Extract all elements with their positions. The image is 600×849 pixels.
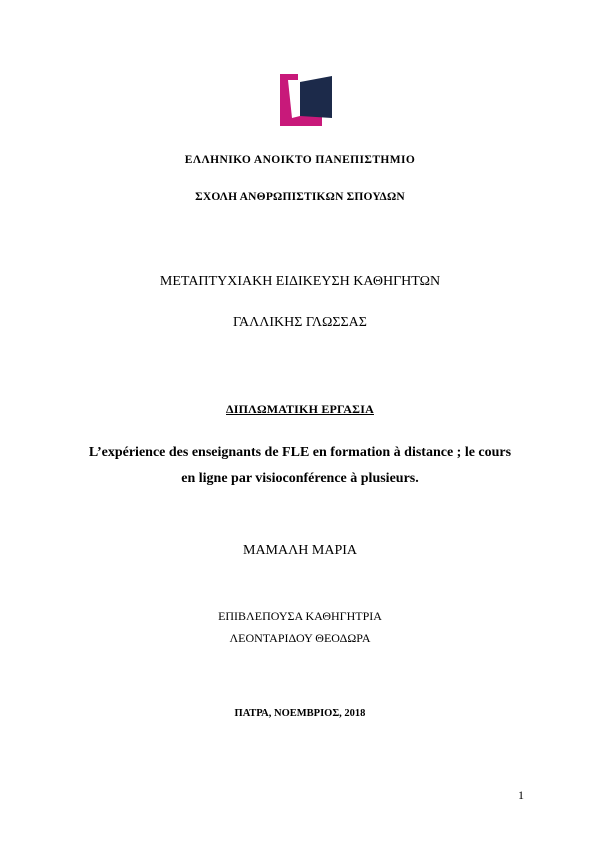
page-number: 1 (518, 788, 524, 802)
university-name: ΕΛΛΗΝΙΚΟ ΑΝΟΙΚΤΟ ΠΑΝΕΠΙΣΤΗΜΙΟ (184, 154, 416, 166)
university-logo-icon (278, 72, 334, 128)
author-name: ΜΑΜΑΛΗ ΜΑΡΙΑ (243, 543, 357, 558)
supervisor-name: ΛΕΟΝΤΑΡΙΔΟΥ ΘΕΟΔΩΡΑ (229, 631, 371, 645)
program-title-line-2: ΓΑΛΛΙΚΗΣ ΓΛΩΣΣΑΣ (233, 315, 367, 330)
school-name: ΣΧΟΛΗ ΑΝΘΡΩΠΙΣΤΙΚΩΝ ΣΠΟΥΔΩΝ (195, 191, 405, 203)
supervisor-role: ΕΠΙΒΛΕΠΟΥΣΑ ΚΑΘΗΓΗΤΡΙΑ (218, 609, 382, 623)
thesis-type-label: ΔΙΠΛΩΜΑΤΙΚΗ ΕΡΓΑΣΙΑ (226, 402, 374, 416)
thesis-title-line-2: en ligne par visioconférence à plusieurs. (181, 471, 419, 486)
thesis-title-line-1: L’expérience des enseignants de FLE en formation à distance ; le cours (88, 445, 512, 460)
place-and-date: ΠΑΤΡΑ, ΝΟΕΜΒΡΙΟΣ, 2018 (234, 708, 366, 719)
program-title-line-1: ΜΕΤΑΠΤΥΧΙΑΚΗ ΕΙΔΙΚΕΥΣΗ ΚΑΘΗΓΗΤΩΝ (159, 274, 441, 289)
